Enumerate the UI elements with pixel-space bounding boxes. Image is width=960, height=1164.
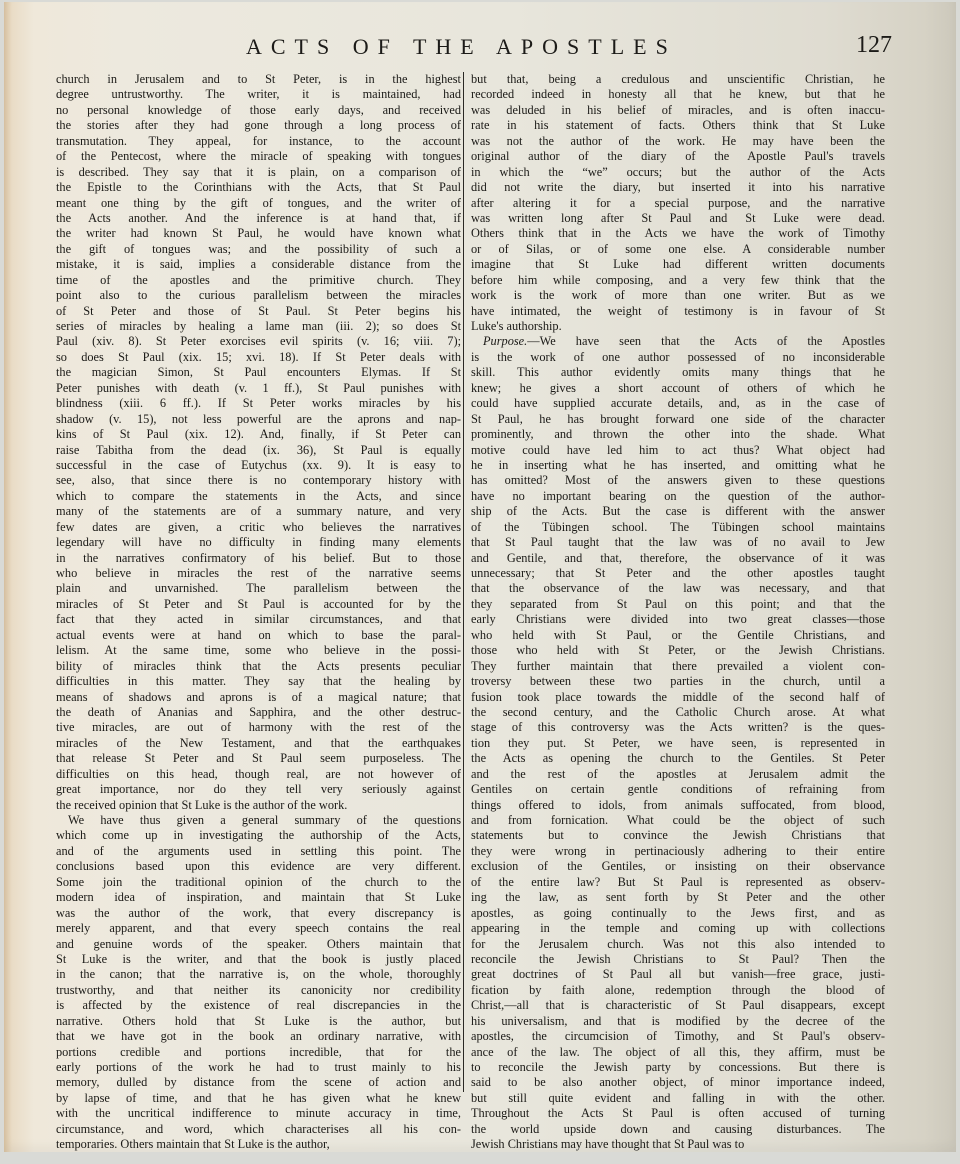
text-line: in which the “we” occurs; but the author of the Acts — [471, 164, 885, 179]
text-line: early portions of the work he had to trust mainly to his — [56, 1060, 461, 1074]
text-line: St Luke is the writer, and that the book is justly placed — [56, 951, 461, 966]
text-line: the gift of tongues was; and the possibility of such a — [56, 241, 461, 256]
text-line: was written long after St Paul and St Luke were dead. — [471, 210, 885, 225]
text-line: the world upside down and causing disturbances. The — [471, 1121, 885, 1136]
text-line: great importance, nor do they tell very seriously against — [56, 782, 461, 797]
text-line: meant one thing by the gift of tongues, and the writer of — [56, 195, 461, 210]
text-line: or of Silas, or of some one else. A considerable number — [471, 241, 885, 256]
text-line: tive miracles, are out of harmony with the rest of the — [56, 720, 461, 735]
text-line: transmutation. They appeal, for instance, to the account — [56, 133, 461, 148]
text-line: in the canon; that the narrative is, on the whole, thoroughly — [56, 967, 461, 982]
text-line: Jewish Christians may have thought that St Paul was to — [471, 1137, 745, 1152]
text-line: difficulties on this head, though real, are not however of — [56, 766, 461, 781]
text-line: and of the arguments used in settling this point. The — [56, 843, 461, 858]
text-line: has omitted? Most of the answers given to these questions — [471, 473, 885, 488]
text-line: original author of the diary of the Apostle Paul's travels — [471, 149, 885, 164]
text-line: of the Tübingen school. The Tübingen school maintains — [471, 519, 885, 534]
text-line: was not the author of the work. He may have been the — [471, 133, 885, 148]
text-line: that St Paul taught that the law was of no avail to Jew — [471, 535, 885, 550]
text-line: exclusion of the Gentiles, or insisting on their observance — [471, 859, 885, 874]
running-title: ACTS OF THE APOSTLES — [246, 34, 677, 59]
text-line: skill. This author evidently omits many things that he — [471, 365, 885, 380]
text-line: the death of Ananias and Sapphira, and the other destruc- — [56, 704, 461, 719]
text-line: and genuine words of the speaker. Others maintain that — [56, 936, 461, 951]
text-line: They further maintain that there prevailed a violent con- — [471, 658, 885, 673]
text-line: Gentiles on certain gentle conditions of refraining from — [471, 782, 885, 797]
text-line: the received opinion that St Luke is the author of the work. — [56, 797, 348, 812]
text-line: and Gentile, and that, therefore, the observance of it was — [471, 550, 885, 565]
text-line: Throughout the Acts St Paul is often accused of turning — [471, 1106, 885, 1121]
text-line: was deluded in his belief of miracles, and is often inaccu- — [471, 102, 885, 117]
text-line: appearing in the temple and coming up with collections — [471, 921, 885, 936]
column-divider — [463, 72, 464, 1092]
text-line: means of shadows and aprons is of a magical nature; that — [56, 689, 461, 704]
left-column — [56, 72, 461, 1153]
text-line: is described. They say that it is plain, on a comparison of — [56, 164, 461, 179]
text-line: rate in his statement of facts. Others think that St Luke — [471, 118, 885, 133]
text-line: trustworthy, and that neither its canonicity nor credibility — [56, 982, 461, 997]
text-line: troversy between these two parties in the church, until a — [471, 674, 885, 689]
text-line: have no important bearing on the question of the author- — [471, 488, 885, 503]
text-line: Luke's authorship. — [471, 319, 562, 333]
text-line: of St Peter and those of St Paul. St Peter begins his — [56, 303, 461, 318]
scanned-page — [4, 2, 956, 1152]
text-line: many of the statements are of a summary nature, and very — [56, 504, 461, 519]
text-line: which to compare the statements in the Acts, and since — [56, 488, 461, 503]
text-line: prominently, and thrown the other into the shade. What — [471, 427, 885, 442]
text-line: ing the law, as sent forth by St Peter and the other — [471, 890, 885, 905]
text-line: the stories after they had gone through a long process of — [56, 118, 461, 133]
page-number: 127 — [856, 32, 892, 58]
text-line: that the observance of the law was necessary, and that — [471, 581, 885, 596]
text-line: memory, dulled by distance from the scene of action and — [56, 1075, 461, 1090]
text-line: could have supplied accurate details, and, as in the case of — [471, 396, 885, 411]
text-line: legendary will have no difficulty in finding many elements — [56, 535, 461, 550]
text-line: Some join the traditional opinion of the church to the — [56, 874, 461, 889]
text-line: the second century, and the Catholic Church arose. At what — [471, 704, 885, 719]
text-line: narrative. Others hold that St Luke is the author, but — [56, 1013, 461, 1028]
text-line: merely apparent, and that every speech contains the real — [56, 921, 461, 936]
text-line: time of the apostles and the primitive church. They — [56, 272, 461, 287]
text-line: no personal knowledge of those early days, and received — [56, 102, 461, 117]
text-line: see, also, that since there is no contemporary history with — [56, 473, 461, 488]
text-line: We have thus given a general summary of the questions — [68, 813, 461, 827]
text-line: mistake, it is said, implies a considerable distance from the — [56, 257, 461, 272]
text-line: series of miracles by healing a lame man (iii. 2); so does St — [56, 319, 461, 333]
text-line: Peter punishes with death (v. 1 ff.), St Paul punishes with — [56, 380, 461, 395]
text-line: great doctrines of St Paul all but vanish—free grace, justi- — [471, 967, 885, 982]
text-line: knew; he gives a short account of others of which he — [471, 380, 885, 395]
text-line: have intimated, the weight of testimony is in favour of St — [471, 303, 885, 318]
text-line: shadow (v. 15), not less powerful are the aprons and nap- — [56, 411, 461, 426]
text-line: early Christians were divided into two great classes—those — [471, 612, 885, 627]
purpose-paragraph-start — [471, 334, 885, 349]
text-line: Paul (xiv. 8). St Peter exorcises evil spirits (v. 16; viii. 7); — [56, 334, 461, 349]
text-line: the Epistle to the Corinthians with the Acts, that St Paul — [56, 180, 461, 195]
text-line: fication by faith alone, redemption through the blood of — [471, 982, 885, 997]
text-line: his universalism, and that is modified by the decree of the — [471, 1013, 885, 1028]
text-line: stage of this controversy was the Acts written? is the ques- — [471, 720, 885, 735]
text-line: blindness (xiii. 6 ff.). If St Peter works miracles by his — [56, 396, 461, 411]
text-line: which come up in investigating the authorship of the Acts, — [56, 828, 461, 843]
text-line: before him while composing, and a very few think that the — [471, 272, 885, 287]
text-line: things offered to idols, from animals suffocated, from blood, — [471, 797, 885, 812]
text-line: kins of St Paul (xix. 12). And, finally, if St Peter can — [56, 427, 461, 442]
text-line: in the narratives confirmatory of his belief. But to those — [56, 550, 461, 565]
text-line: for the Jerusalem church. Was not this also intended to — [471, 936, 885, 951]
text-line: by lapse of time, and that he has given what he knew — [56, 1090, 461, 1105]
text-line: he in inserting what he has inserted, and omitting what he — [471, 457, 885, 472]
text-line: motive could have led him to act thus? What object had — [471, 442, 885, 457]
text-line: is affected by the existence of real discrepancies in the — [56, 998, 461, 1013]
text-line: of the entire law? But St Paul is represented as observ- — [471, 874, 885, 889]
text-line: difficulties in this matter. They say that the healing by — [56, 674, 461, 689]
text-line: circumstance, and word, which characterises all his con- — [56, 1121, 461, 1136]
text-line: point also to the curious parallelism between the miracles — [56, 288, 461, 303]
text-line: was the author of the work, that every discrepancy is — [56, 905, 461, 920]
text-line: miracles of St Peter and St Paul is accounted for by the — [56, 596, 461, 611]
text-line: so does St Paul (xix. 15; xvi. 18). If St Peter deals with — [56, 349, 461, 364]
text-line: they were wrong in pertinaciously adhering to their entire — [471, 843, 885, 858]
text-line: tion they put. St Peter, we have seen, is represented in — [471, 735, 885, 750]
text-line: imagine that St Luke had different written documents — [471, 257, 885, 272]
text-line: is the work of one author possessed of no inconsiderable — [471, 349, 885, 364]
text-line: apostles, as going continually to the Jews first, and as — [471, 905, 885, 920]
text-fragment: —We have seen that the Acts of the Apostles — [527, 334, 885, 349]
text-line: bility of miracles think that the Acts presents peculiar — [56, 658, 461, 673]
text-line: said to be also another object, of minor importance indeed, — [471, 1075, 885, 1090]
book-page — [56, 2, 906, 1152]
text-line: apostles, the circumcision of Timothy, and St Paul's observ- — [471, 1029, 885, 1044]
text-line: the writer had known St Paul, he would have known what — [56, 226, 461, 241]
text-line: they separated from St Paul on this point; and that the — [471, 596, 885, 611]
text-line: to reconcile the Jewish party by concessions. But there is — [471, 1060, 885, 1074]
text-line: after altering it for a special purpose, and the narrative — [471, 195, 885, 210]
running-header — [56, 30, 906, 60]
text-line: degree untrustworthy. The writer, it is maintained, had — [56, 87, 461, 102]
text-line: the magician Simon, St Paul encounters Elymas. If St — [56, 365, 461, 380]
text-line: unnecessary; that St Peter and the other apostles taught — [471, 566, 885, 580]
text-line: but that, being a credulous and unscientific Christian, he — [471, 72, 885, 86]
text-line: with the uncritical indifference to minute accuracy in time, — [56, 1106, 461, 1121]
text-line: statements but to convince the Jewish Christians that — [471, 828, 885, 843]
text-line: Christ,—all that is characteristic of St Paul disappears, except — [471, 998, 885, 1013]
text-line: and from fornication. What could be the object of such — [471, 813, 885, 827]
text-line: the Acts as opening the church to the Gentiles. St Peter — [471, 751, 885, 766]
text-line: reconcile the Jewish Christians to St Paul? Then the — [471, 951, 885, 966]
text-line: portions credible and portions incredible, that for the — [56, 1044, 461, 1059]
text-line: and the rest of the apostles at Jerusalem admit the — [471, 766, 885, 781]
text-line: raise Tabitha from the dead (ix. 36), St Paul is equally — [56, 442, 461, 457]
section-heading-purpose: Purpose. — [483, 334, 528, 349]
text-line: recorded indeed in honesty all that he knew, but that he — [471, 87, 885, 102]
text-line: miracles of the New Testament, and that the earthquakes — [56, 735, 461, 750]
text-line: St Paul, he has brought forward one side of the character — [471, 411, 885, 426]
text-line: fusion took place towards the middle of the second half of — [471, 689, 885, 704]
text-line: that we have got in the book an ordinary narrative, with — [56, 1029, 461, 1044]
text-line: who held with St Paul, or the Gentile Christians, and — [471, 627, 885, 642]
text-line: temporaries. Others maintain that St Luke is the author, — [56, 1137, 330, 1152]
text-line: those who held with St Peter, or the Jewish Christians. — [471, 643, 885, 658]
text-line: that release St Peter and St Paul seem purposeless. The — [56, 751, 461, 766]
text-line: work is the work of more than one writer. But as we — [471, 288, 885, 303]
text-line: of the Pentecost, where the miracle of speaking with tongues — [56, 149, 461, 164]
text-line: plain and unvarnished. The parallelism between the — [56, 581, 461, 596]
text-line: lelism. At the same time, some who believe in the possi- — [56, 643, 461, 658]
text-line: who believe in miracles the rest of the narrative seems — [56, 566, 461, 580]
text-line: Others think that in the Acts we have the work of Timothy — [471, 226, 885, 241]
text-line: did not write the diary, but inserted it into his narrative — [471, 180, 885, 195]
text-line: successful in the case of Eutychus (xx. 9). It is easy to — [56, 457, 461, 472]
text-line: few dates are given, a critic who believes the narratives — [56, 519, 461, 534]
text-line: ship of the Acts. But the case is different with the answer — [471, 504, 885, 519]
text-line: the Acts another. And the inference is at hand that, if — [56, 210, 461, 225]
right-column — [471, 72, 885, 1153]
text-line: modern idea of inspiration, and maintain that St Luke — [56, 890, 461, 905]
text-line: but still quite evident and falling in with the other. — [471, 1090, 885, 1105]
text-line: fact that they acted in similar circumstances, and that — [56, 612, 461, 627]
text-line: conclusions based upon this evidence are very different. — [56, 859, 461, 874]
text-line: ance of the law. The object of all this, they affirm, must be — [471, 1044, 885, 1059]
text-line: actual events were at hand on which to base the paral- — [56, 627, 461, 642]
text-line: church in Jerusalem and to St Peter, is in the highest — [56, 72, 461, 86]
